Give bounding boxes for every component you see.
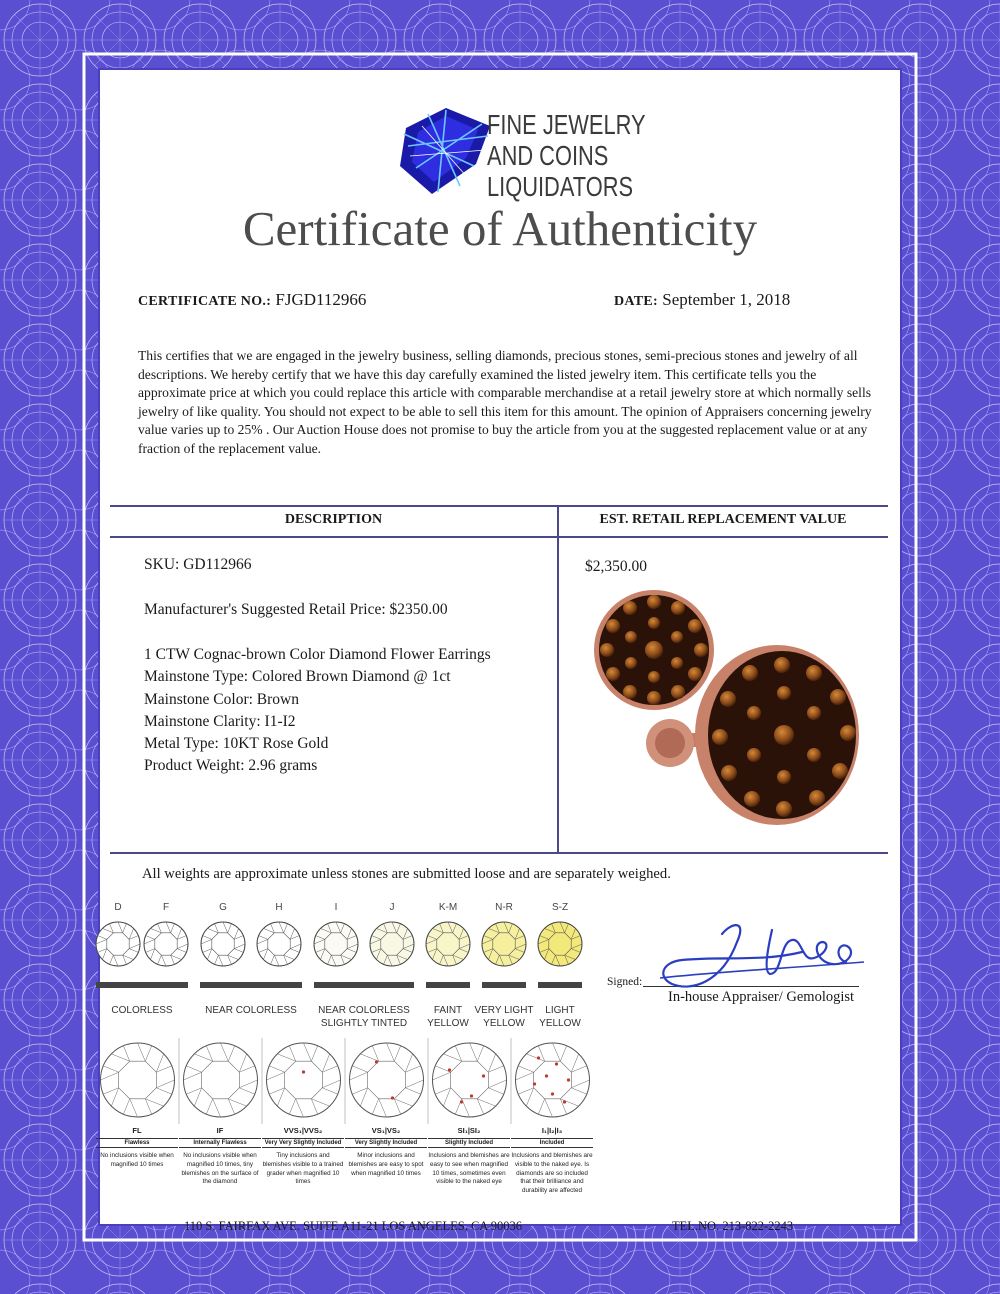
clarity-diamond-icon <box>267 1043 341 1117</box>
color-grade-letter: J <box>389 902 395 913</box>
brand-line-3: LIQUIDATORS <box>487 171 634 202</box>
certificate-date-value: September 1, 2018 <box>662 290 791 309</box>
color-grade-bracket <box>538 982 582 988</box>
category-line: NEAR COLORLESS <box>205 1005 297 1016</box>
clarity-grade-name: Very Very Slightly Included <box>262 1138 344 1148</box>
clarity-diamond-icon <box>350 1043 424 1117</box>
color-grade-diamond-icon <box>538 922 582 966</box>
color-grade-diamonds <box>94 898 594 998</box>
color-grade-bracket <box>426 982 470 988</box>
clarity-grade-description: No inclusions visible when magnified 10 times, tiny blemishes on the surface of the diamond <box>181 1152 259 1186</box>
sku: SKU: GD112966 <box>144 556 252 573</box>
color-grade-letter: G <box>219 902 227 913</box>
color-grade-bracket <box>96 982 188 988</box>
signed-label: Signed: <box>607 976 643 988</box>
color-grade-bracket <box>482 982 526 988</box>
category-line: SLIGHTLY TINTED <box>320 1018 408 1029</box>
detail-line: 1 CTW Cognac-brown Color Diamond Flower Earrings <box>144 646 491 663</box>
color-grade-letter: S-Z <box>551 902 569 913</box>
description-header: DESCRIPTION <box>284 512 383 527</box>
certificate-date <box>614 290 790 310</box>
category-line: YELLOW <box>539 1018 581 1029</box>
color-grade-bracket <box>200 982 302 988</box>
detail-line: Mainstone Type: Colored Brown Diamond @ 1ct <box>144 668 451 686</box>
earrings-photo <box>592 585 892 845</box>
brand-line-2: AND COINS <box>487 140 609 171</box>
clarity-grade-label: VVS₁|VVS₂ <box>283 1126 323 1135</box>
color-grade-diamond-icon <box>257 922 301 966</box>
weights-note: All weights are approximate unless stones are submitted loose and are separately weighed. <box>142 866 671 882</box>
clarity-grade-chart <box>96 1034 596 1214</box>
color-grade-diamond-icon <box>96 922 140 966</box>
category-line: NEAR COLORLESS <box>318 1005 410 1016</box>
footer-phone: TEL.NO. 213-822-2243 <box>672 1219 794 1233</box>
color-grade-diamond-icon <box>370 922 414 966</box>
category-line: COLORLESS <box>111 1005 173 1016</box>
color-grade-category <box>196 1004 306 1017</box>
clarity-grade-label: IF <box>216 1126 224 1135</box>
clarity-grade-name: Flawless <box>96 1138 178 1148</box>
clarity-grade-diamonds <box>96 1034 596 1126</box>
category-line: YELLOW <box>483 1018 525 1029</box>
color-grade-diamond-icon <box>482 922 526 966</box>
clarity-grade-label: SI₁|SI₂ <box>457 1126 481 1135</box>
color-grade-letter: H <box>275 902 283 913</box>
clarity-diamond-icon <box>516 1043 590 1117</box>
product-details <box>144 644 491 778</box>
certification-statement: This certifies that we are engaged in the jewelry business, selling diamonds, precious stones, semi-precious stones and jewelry of all descriptions. We hereby certify that we have this day carefully examined the listed jewelry item. This certificate tells you the approximate price at which you could replace this article with comparable merchandise at a retail jewelry store at which normally sells jewelry of like quality. You should not expect to be able to sell this item for this amount. The opinion of Appraisers concerning jewelry value varies up to 25% . Our Auction House does not promise to buy the article from you at the suggested replacement value or at any fraction of the replacement value. <box>138 348 872 456</box>
table-column-divider <box>557 505 559 853</box>
clarity-grade-name: Included <box>511 1138 593 1148</box>
detail-line: Mainstone Clarity: I1-I2 <box>144 712 296 730</box>
clarity-grade-description: No inclusions visible when magnified 10 times <box>100 1152 174 1168</box>
color-grade-diamond-icon <box>426 922 470 966</box>
color-grade-letter: I <box>334 902 338 913</box>
clarity-grade-description: Tiny inclusions and blemishes visible to a trained grader when magnified 10 times <box>262 1152 344 1186</box>
value-header: EST. RETAIL REPLACEMENT VALUE <box>599 512 847 527</box>
brand-name <box>487 109 646 202</box>
color-grade-letter: K-M <box>438 902 458 913</box>
detail-line: Product Weight: 2.96 grams <box>144 757 318 775</box>
clarity-grade-description: Inclusions and blemishes are visible to the naked eye. Is diamonds are so included that their brilliance and durability are affected <box>511 1152 593 1195</box>
certificate-number <box>138 290 366 310</box>
brand-line-1: FINE JEWELRY <box>487 109 646 140</box>
footer-address: 110 S. FAIRFAX AVE. SUITE A11-21 LOS ANGELES, CA 90036 <box>184 1219 522 1233</box>
color-grade-category <box>87 1004 197 1017</box>
detail-line: Mainstone Color: Brown <box>144 690 299 708</box>
color-grade-bracket <box>314 982 414 988</box>
certificate-number-label: CERTIFICATE NO.: <box>138 294 272 309</box>
appraiser-title: In-house Appraiser/ Gemologist <box>668 989 855 1005</box>
category-line: VERY LIGHT <box>474 1005 534 1016</box>
retail-value: $2,350.00 <box>585 558 647 575</box>
clarity-grade-name: Slightly Included <box>428 1138 510 1148</box>
table-top-rule <box>110 505 888 507</box>
color-grade-letter: D <box>114 902 122 913</box>
clarity-grade-description: Minor inclusions and blemishes are easy to spot when magnified 10 times <box>348 1152 424 1177</box>
detail-line: Metal Type: 10KT Rose Gold <box>144 735 329 753</box>
certificate-number-value: FJGD112966 <box>275 290 367 309</box>
clarity-grade-description: Inclusions and blemishes are easy to see when magnified 10 times, sometimes even visible to the naked eye <box>428 1152 510 1186</box>
color-grade-letter: F <box>162 902 170 913</box>
color-grade-diamond-icon <box>144 922 188 966</box>
clarity-grade-name: Very Slightly Included <box>345 1138 427 1148</box>
clarity-diamond-icon <box>433 1043 507 1117</box>
color-grade-category <box>505 1004 615 1030</box>
color-grade-chart <box>94 898 594 1038</box>
certificate-date-label: DATE: <box>614 294 659 309</box>
table-bottom-rule <box>110 852 888 854</box>
clarity-grade-label: I₁|I₂|I₃ <box>541 1126 563 1135</box>
category-line: YELLOW <box>427 1018 469 1029</box>
certificate-title: Certificate of Authenticity <box>242 201 758 256</box>
clarity-diamond-icon <box>101 1043 175 1117</box>
clarity-grade-label: VS₁|VS₂ <box>371 1126 401 1135</box>
color-grade-diamond-icon <box>201 922 245 966</box>
category-line: LIGHT <box>545 1005 575 1016</box>
color-grade-letter: N-R <box>495 902 513 913</box>
clarity-grade-name: Internally Flawless <box>179 1138 261 1148</box>
table-header-rule <box>110 536 888 538</box>
clarity-grade-label: FL <box>132 1126 142 1135</box>
msrp: Manufacturer's Suggested Retail Price: $2350.00 <box>144 601 448 618</box>
clarity-diamond-icon <box>184 1043 258 1117</box>
color-grade-diamond-icon <box>314 922 358 966</box>
category-line: FAINT <box>433 1005 463 1016</box>
